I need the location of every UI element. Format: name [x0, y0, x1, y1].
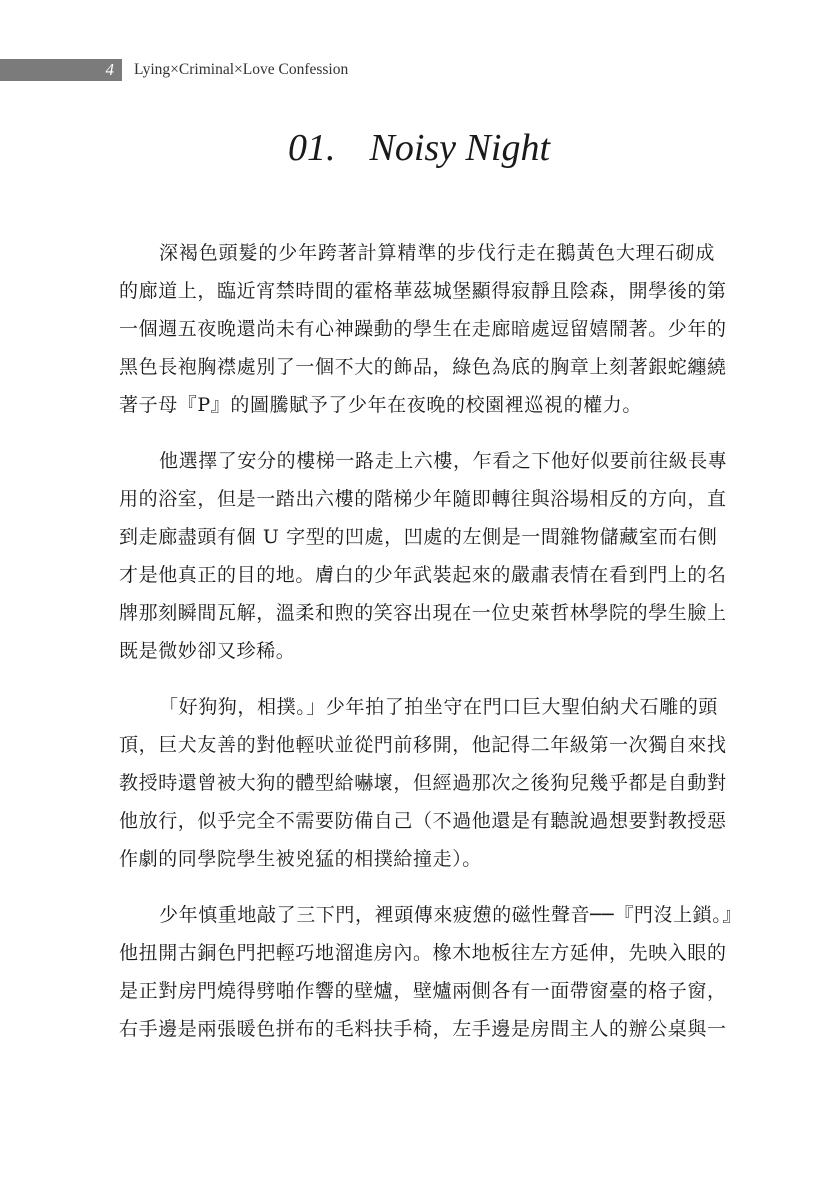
text-line: 「好狗狗，相撲。」少年拍了拍坐守在門口巨大聖伯納犬石雕的頭	[159, 696, 718, 718]
chapter-name: Noisy Night	[369, 127, 551, 169]
page-number-tab	[0, 59, 122, 81]
text-line: 右手邊是兩張暖色拼布的毛料扶手椅，左手邊是房間主人的辦公桌與一	[119, 1018, 727, 1040]
text-line: 深褐色頭髮的少年跨著計算精準的步伐行走在鵝黃色大理石砌成	[159, 242, 715, 264]
text-line: 教授時還曾被大狗的體型給嚇壞，但經過那次之後狗兒幾乎都是自動對	[119, 772, 727, 794]
chapter-number: 01.	[287, 127, 336, 169]
text-line: 牌那刻瞬間瓦解，溫柔和煦的笑容出現在一位史萊哲林學院的學生臉上	[119, 602, 727, 624]
text-line: 是正對房門燒得劈啪作響的壁爐，壁爐兩側各有一面帶窗臺的格子窗，	[119, 980, 727, 1002]
text-line: 用的浴室，但是一踏出六樓的階梯少年隨即轉往與浴場相反的方向，直	[119, 488, 727, 510]
text-line: 才是他真正的目的地。膚白的少年武裝起來的嚴肅表情在看到門上的名	[119, 564, 727, 586]
text-line: 著子母『P』的圖騰賦予了少年在夜晚的校園裡巡視的權力。	[119, 394, 642, 416]
text-line: 頂，巨犬友善的對他輕吠並從門前移開，他記得二年級第一次獨自來找	[119, 734, 727, 756]
page-number: 4	[105, 60, 114, 79]
paragraph	[119, 896, 742, 1048]
text-line: 他選擇了安分的樓梯一路走上六樓，乍看之下他好似要前往級長專	[159, 450, 728, 472]
text-line: 少年慎重地敲了三下門，裡頭傳來疲憊的磁性聲音──『門沒上鎖。』	[159, 904, 742, 926]
text-line: 黑色長袍胸襟處別了一個不大的飾品，綠色為底的胸章上刻著銀蛇纏繞	[119, 356, 727, 378]
chapter-title	[0, 122, 832, 174]
text-line: 既是微妙卻又珍稀。	[119, 640, 296, 662]
paragraph	[119, 442, 728, 670]
text-line: 他放行，似乎完全不需要防備自己（不過他還是有聽說過想要對教授惡	[119, 810, 727, 832]
paragraph	[119, 234, 727, 424]
text-line: 的廊道上，臨近宵禁時間的霍格華茲城堡顯得寂靜且陰森，開學後的第	[119, 280, 727, 302]
paragraph	[119, 688, 727, 878]
text-line: 一個週五夜晚還尚未有心神躁動的學生在走廊暗處逗留嬉鬧著。少年的	[119, 318, 727, 340]
text-line: 作劇的同學院學生被兇猛的相撲給撞走）。	[119, 848, 482, 870]
running-title: Lying×Criminal×Love Confession	[134, 61, 349, 78]
body-text	[119, 234, 742, 1066]
text-line: 到走廊盡頭有個 U 字型的凹處，凹處的左側是一間雜物儲藏室而右側	[119, 526, 718, 548]
text-line: 他扭開古銅色門把輕巧地溜進房內。橡木地板往左方延伸，先映入眼的	[119, 942, 727, 964]
